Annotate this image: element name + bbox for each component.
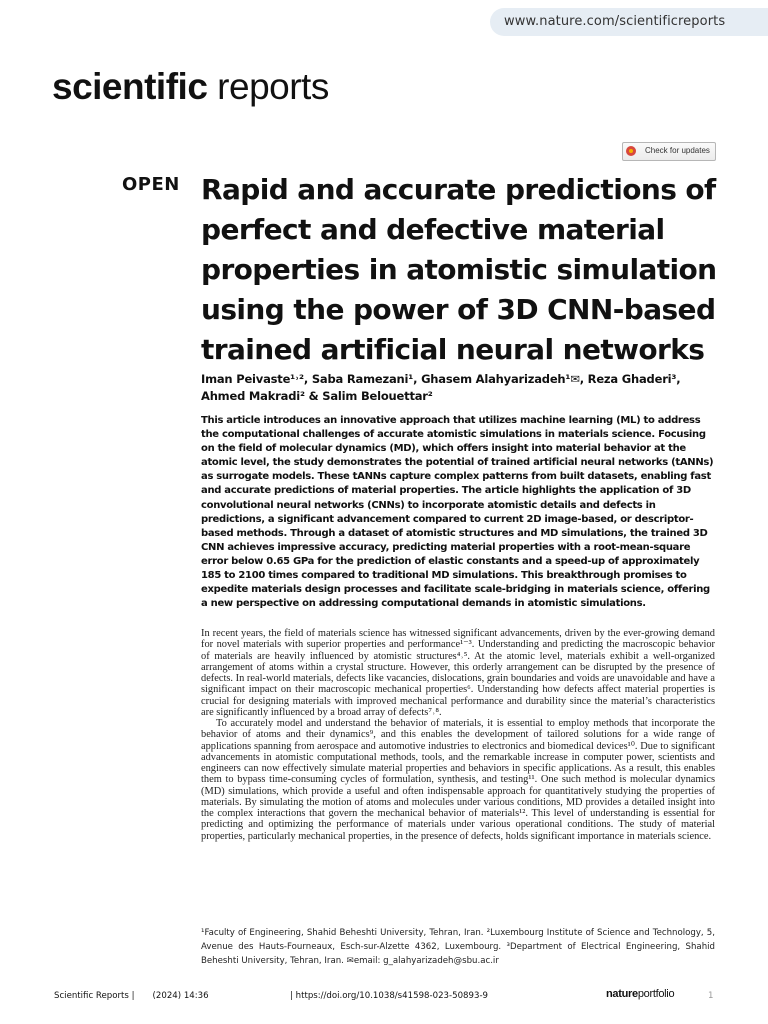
check-updates-button[interactable] [622, 142, 716, 161]
abstract: This article introduces an innovative approach that utilizes machine learning (ML) to address the computational challenges of accurate atomistic simulations in materials science. Focusing on the field of molecular dynamics (MD), which offers insight into material behavior at the atomic level, the study demonstrates the potential of trained artificial neural networks (tANNs) as surrogate models. These tANNs capture complex patterns from built datasets, enabling fast and accurate predictions of material properties. The article highlights the application of 3D convolutional neural networks (CNNs) to incorporate atomistic details and defects in predictions, a significant advancement compared to current 2D image-based, or descriptor-based methods. Through a dataset of atomistic structures and MD simulations, the trained 3D CNN achieves impressive accuracy, predicting material properties with a root-mean-square error below 0.65 GPa for the prediction of elastic constants and a speed-up of approximately 185 to 2100 times compared to traditional MD simulations. This breakthrough promises to expedite materials design processes and facilitate scale-bridging in materials science, offering a new perspective on addressing computational demands in atomistic simulations. [201, 415, 714, 610]
journal-url[interactable]: www.nature.com/scientificreports [504, 14, 726, 29]
footer-journal: Scientific Reports | [54, 991, 135, 1001]
article-title: Rapid and accurate predictions of perfect and defective material properties in atomistic simulation using the power of 3D CNN-based trained artificial neural networks [201, 173, 717, 366]
url-bar [490, 8, 768, 36]
footer-citation [54, 991, 209, 1001]
journal-logo [52, 66, 329, 108]
affiliations: ¹Faculty of Engineering, Shahid Beheshti University, Tehran, Iran. ²Luxembourg Institute of Science and Technology, 5, Avenue des Hauts-Fourneaux, Esch-sur-Alzette 4362, Luxembourg. ³Department of Electrical Engineering, Shahid Beheshti University, Tehran, Iran. ✉email: g_alahyarizadeh@sbu.ac.ir [201, 928, 715, 966]
journal-logo-bold: scientific [52, 66, 208, 107]
authors-line-1[interactable]: Iman Peivaste¹˒², Saba Ramezani¹, Ghasem Alahyarizadeh¹✉, Reza Ghaderi³, [201, 372, 681, 386]
footer-doi-link[interactable]: | https://doi.org/10.1038/s41598-023-50893-9 [290, 991, 489, 1001]
check-updates-label: Check for updates [645, 146, 710, 155]
publisher-light: portfolio [637, 988, 675, 1000]
body-paragraph-1: In recent years, the field of materials science has witnessed significant advancements, driven by the ever-growing demand for novel materials with superior properties and performance¹⁻³. Understanding and predicting the macroscopic behavior of materials are heavily influenced by atomistic structures⁴˒⁵. At the atomic level, materials exhibit a well-organized arrangement of atoms within a crystal structure. However, this orderly arrangement can be disrupted by the presence of defects. In real-world materials, defects like vacancies, dislocations, grain boundaries and voids are unavoidable and have a significant impact on their macroscopic mechanical properties⁶. Understanding how defects affect material properties is crucial for designing materials with improved mechanical performance and durability since the material’s characteristics are significantly influenced by a broad array of defects⁷˒⁸. [201, 628, 715, 718]
footer-volume: (2024) 14:36 [152, 991, 209, 1001]
crossmark-icon [626, 146, 636, 156]
publisher-bold: nature [606, 988, 638, 1000]
authors-line-2[interactable]: Ahmed Makradi² & Salim Belouettar² [201, 389, 433, 403]
open-access-label: OPEN [122, 174, 180, 195]
page-number: 1 [708, 991, 714, 1001]
journal-logo-light: reports [207, 66, 329, 107]
body-paragraph-2: To accurately model and understand the behavior of materials, it is essential to employ methods that incorporate the behavior of atoms and their dynamics⁹, and this enables the development of tailored solutions for a wide range of applications spanning from aerospace and automotive industries to electronics and biomedical devices¹⁰. Due to significant advancements in atomistic computational methods, tools, and the remarkable increase in computer power, scientists and engineers can now effectively simulate material properties and behaviors in specific applications. As a result, this enables them to bypass time-consuming cycles of formulation, synthesis, and testing¹¹. One such method is molecular dynamics (MD) simulations, which provide a useful and often indispensable approach for quantitatively studying the properties of materials. By simulating the motion of atoms and molecules under various conditions, MD provides a detailed insight into the complex interactions that govern the mechanical behavior of materials¹². This level of understanding is essential for predicting and optimizing the performance of materials under various operational conditions. The study of material properties, particularly mechanical properties, in the presence of defects, holds significant importance in materials science. [201, 718, 715, 842]
nature-portfolio-logo [606, 988, 674, 1000]
article-body [201, 628, 715, 842]
author-list [201, 371, 721, 405]
